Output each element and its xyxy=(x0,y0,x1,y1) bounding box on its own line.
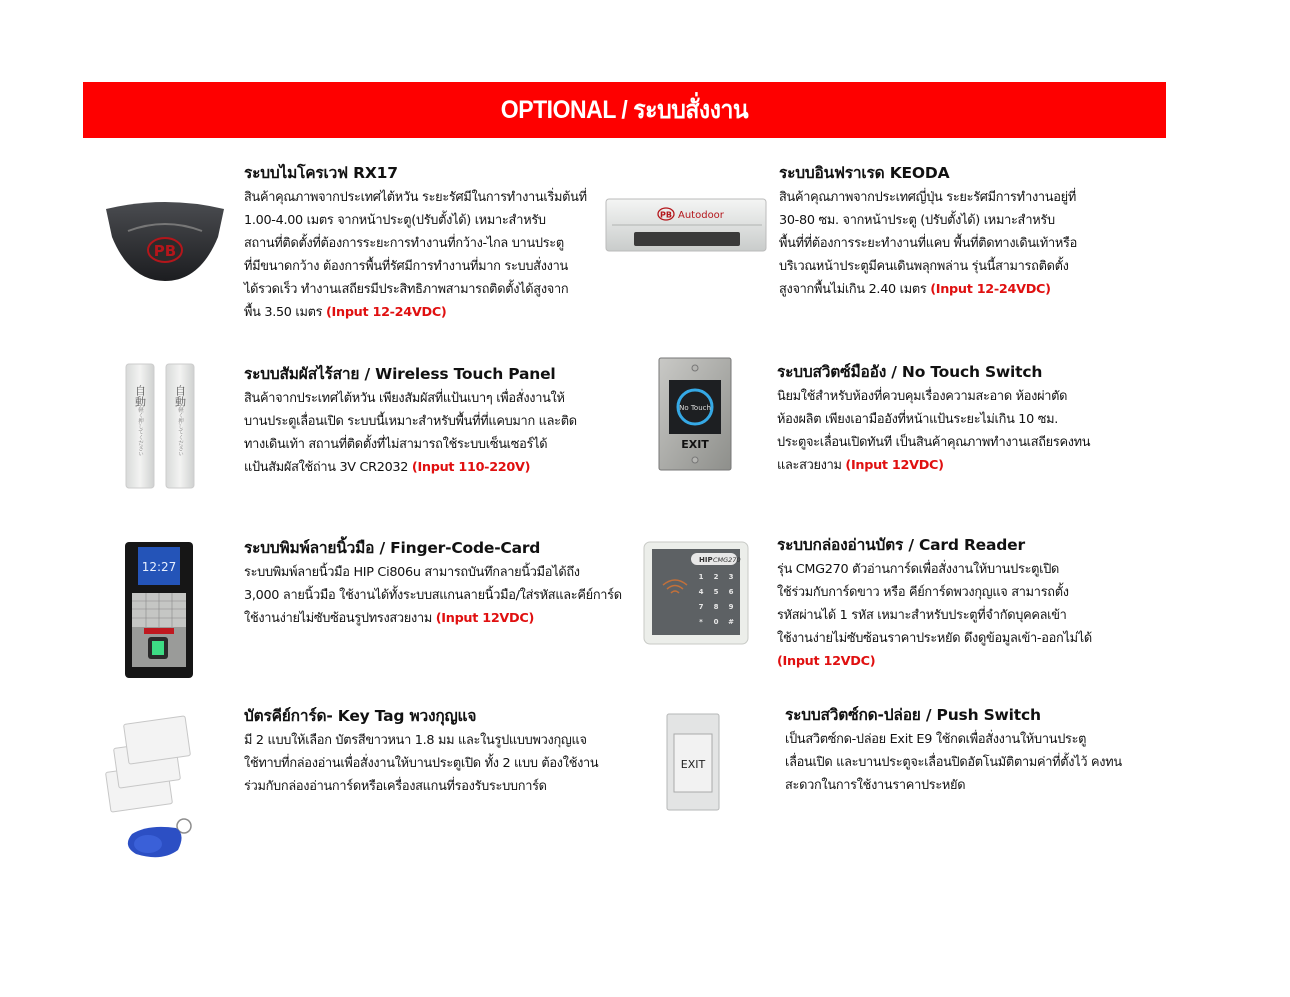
description-line: สูงจากพื้นไม่เกิน 2.40 เมตร xyxy=(779,282,927,297)
product-title: ระบบกล่องอ่านบัตร / Card Reader xyxy=(777,536,1025,554)
product-key-tag xyxy=(244,706,598,798)
product-description xyxy=(244,186,587,324)
product-description xyxy=(777,385,1090,477)
keypad-key: 8 xyxy=(713,603,719,611)
description-line: ใช้งานง่ายไม่ซับซ้อนรูปทรงสวยงาม xyxy=(244,611,432,626)
cmg270-model-label: CMG270 xyxy=(713,556,741,564)
description-line: สินค้าคุณภาพจากประเทศญี่ปุ่น ระยะรัศมีการทำงานอยู่ที่ xyxy=(779,190,1076,205)
hip-brand-label: HIP xyxy=(699,556,713,564)
product-title: ระบบสวิตซ์มืออัง / No Touch Switch xyxy=(777,363,1043,381)
product-title: ระบบไมโครเวฟ RX17 xyxy=(244,164,398,182)
product-card-reader xyxy=(777,535,1092,673)
keypad-key: 7 xyxy=(698,603,704,611)
description-line: ประตูจะเลื่อนเปิดทันที เป็นสินค้าคุณภาพทำงานเสถียรคงทน xyxy=(777,435,1091,450)
description-line: สถานที่ติดตั้งที่ต้องการระยะการทำงานที่กว้าง-ไกล บานประตู xyxy=(244,236,564,251)
pb-logo-text: PB xyxy=(153,242,177,260)
description-line: บานประตูเลื่อนเปิด ระบบนี้เหมาะสำหรับพื้นที่ที่แคบมาก และติด xyxy=(244,414,577,429)
description-line: รุ่น CMG270 ตัวอ่านการ์ดเพื่อสั่งงานให้บานประตูเปิด xyxy=(777,562,1060,577)
keypad-key: # xyxy=(728,618,734,626)
exit-label: EXIT xyxy=(681,438,709,451)
product-description xyxy=(785,728,1122,797)
key-card-tag-image xyxy=(102,706,226,858)
description-line: และสวยงาม xyxy=(777,458,842,473)
product-title: ระบบอินฟราเรด KEODA xyxy=(779,164,950,182)
description-line: 3,000 ลายนิ้วมือ ใช้งานได้ทั้งระบบสแกนลายนิ้วมือ/ใส่รหัสและคีย์การ์ด xyxy=(244,588,622,603)
keypad-key: 1 xyxy=(698,573,704,581)
description-line: ใช้งานง่ายไม่ซับซ้อนราคาประหยัด ดึงดูข้อมูลเข้า-ออกไม่ได้ xyxy=(777,631,1092,646)
product-title: ระบบสัมผัสไร้สาย / Wireless Touch Panel xyxy=(244,365,556,383)
jido-label: 自動 xyxy=(173,385,187,407)
description-line: นิยมใช้สำหรับห้องที่ควบคุมเรื่องความสะอาด ห้องผ่าตัด xyxy=(777,389,1068,404)
input-voltage: (Input 110-220V) xyxy=(411,460,531,475)
product-title: บัตรคีย์การ์ด- Key Tag พวงกุญแจ xyxy=(244,707,477,725)
no-touch-label: No Touch xyxy=(679,404,711,412)
input-voltage: (Input 12VDC) xyxy=(777,654,876,669)
wireless-touch-panel-image xyxy=(122,360,198,490)
description-line: ที่มีขนาดกว้าง ต้องการพื้นที่รัศมีการทำงานที่มาก ระบบสั่งงาน xyxy=(244,259,568,274)
infrared-sensor-image xyxy=(602,193,770,255)
product-title: ระบบพิมพ์ลายนิ้วมือ / Finger-Code-Card xyxy=(244,539,541,557)
product-wireless-touch-panel xyxy=(244,364,577,479)
optional-banner xyxy=(83,82,1166,138)
keypad-key: 2 xyxy=(713,573,719,581)
keypad-key: 0 xyxy=(713,618,719,626)
press-lightly-label: 軽く押してください xyxy=(137,407,143,457)
description-line: มี 2 แบบให้เลือก บัตรสีขาวหนา 1.8 มม และในรูปแบบพวงกุญแจ xyxy=(244,733,587,748)
description-line: ได้รวดเร็ว ทำงานเสถียรมีประสิทธิภาพสามารถติดตั้งได้สูงจาก xyxy=(244,282,569,297)
keypad-key: * xyxy=(699,618,703,626)
keypad-key: 6 xyxy=(728,588,734,596)
description-line: รหัสผ่านได้ 1 รหัส เหมาะสำหรับประตูที่จำกัดบุคคลเข้า xyxy=(777,608,1067,623)
product-description xyxy=(777,558,1092,673)
autodoor-brand-text: Autodoor xyxy=(678,210,724,221)
description-line: บริเวณหน้าประตูมีคนเดินพลุกพล่าน รุ่นนี้สามารถติดตั้ง xyxy=(779,259,1069,274)
product-description xyxy=(244,561,622,630)
description-line: ร่วมกับกล่องอ่านการ์ดหรือเครื่องสแกนที่รองรับระบบการ์ด xyxy=(244,779,547,794)
description-line: 30-80 ซม. จากหน้าประตู (ปรับตั้งได้) เหมาะสำหรับ xyxy=(779,213,1055,228)
product-no-touch-switch xyxy=(777,362,1090,477)
jido-label: 自動 xyxy=(133,385,147,407)
description-line: ใช้ร่วมกับการ์ดขาว หรือ คีย์การ์ดพวงกุญแจ สามารถตั้ง xyxy=(777,585,1069,600)
description-line: ทางเดินเท้า สถานที่ติดตั้งที่ไม่สามารถใช้ระบบเซ็นเซอร์ได้ xyxy=(244,437,548,452)
microwave-sensor-image xyxy=(100,197,230,285)
clock-display: 12:27 xyxy=(141,560,177,574)
keypad-key: 3 xyxy=(728,573,734,581)
input-voltage: (Input 12-24VDC) xyxy=(326,305,447,320)
description-line: แป้นสัมผัสใช้ถ่าน 3V CR2032 xyxy=(244,460,409,475)
description-line: ใช้ทาบที่กล่องอ่านเพื่อสั่งงานให้บานประตูเปิด ทั้ง 2 แบบ ต้องใช้งาน xyxy=(244,756,599,771)
fingerprint-scanner-image xyxy=(124,541,194,679)
product-infrared-keoda xyxy=(779,163,1077,301)
description-line: พื้นที่ที่ต้องการระยะทำงานที่แคบ พื้นที่ติดทางเดินเท้าหรือ xyxy=(779,236,1077,251)
exit-label: EXIT xyxy=(680,758,706,771)
description-line: เป็นสวิตซ์กด-ปล่อย Exit E9 ใช้กดเพื่อสั่งงานให้บานประตู xyxy=(785,732,1087,747)
description-line: สินค้าจากประเทศไต้หวัน เพียงสัมผัสที่แป้นเบาๆ เพื่อสั่งงานให้ xyxy=(244,391,565,406)
description-line: ระบบพิมพ์ลายนิ้วมือ HIP Ci806u สามารถบันทึกลายนิ้วมือได้ถึง xyxy=(244,565,580,580)
input-voltage: (Input 12VDC) xyxy=(435,611,534,626)
description-line: ห้องผลิต เพียงเอามืออังที่หน้าแป้นระยะไม่เกิน 10 ซม. xyxy=(777,412,1059,427)
product-description xyxy=(779,186,1077,301)
no-touch-switch-image xyxy=(657,356,733,472)
product-microwave-rx17 xyxy=(244,163,587,324)
description-line: สะดวกในการใช้งานราคาประหยัด xyxy=(785,778,966,793)
product-title: ระบบสวิตซ์กด-ปล่อย / Push Switch xyxy=(785,706,1041,724)
keypad-key: 4 xyxy=(698,588,704,596)
push-switch-image xyxy=(665,712,721,812)
banner-title: OPTIONAL / ระบบสั่งงาน xyxy=(500,96,749,124)
input-voltage: (Input 12VDC) xyxy=(845,458,944,473)
description-line: เลื่อนเปิด และบานประตูจะเลื่อนปิดอัตโนมัติตามค่าที่ตั้งไว้ คงทน xyxy=(785,755,1122,770)
pb-logo-text: PB xyxy=(660,210,672,220)
description-line: 1.00-4.00 เมตร จากหน้าประตู(ปรับตั้งได้) เหมาะสำหรับ xyxy=(244,213,546,228)
press-lightly-label: 軽く押してください xyxy=(177,407,183,457)
product-description xyxy=(244,387,577,479)
keypad-key: 9 xyxy=(728,603,734,611)
product-push-switch xyxy=(785,705,1122,797)
card-reader-image xyxy=(643,541,749,645)
product-description xyxy=(244,729,598,798)
description-line: สินค้าคุณภาพจากประเทศไต้หวัน ระยะรัศมีในการทำงานเริ่มต้นที่ xyxy=(244,190,587,205)
keypad-key: 5 xyxy=(713,588,719,596)
description-line: พื้น 3.50 เมตร xyxy=(244,305,323,320)
input-voltage: (Input 12-24VDC) xyxy=(930,282,1051,297)
product-finger-code-card xyxy=(244,538,622,630)
